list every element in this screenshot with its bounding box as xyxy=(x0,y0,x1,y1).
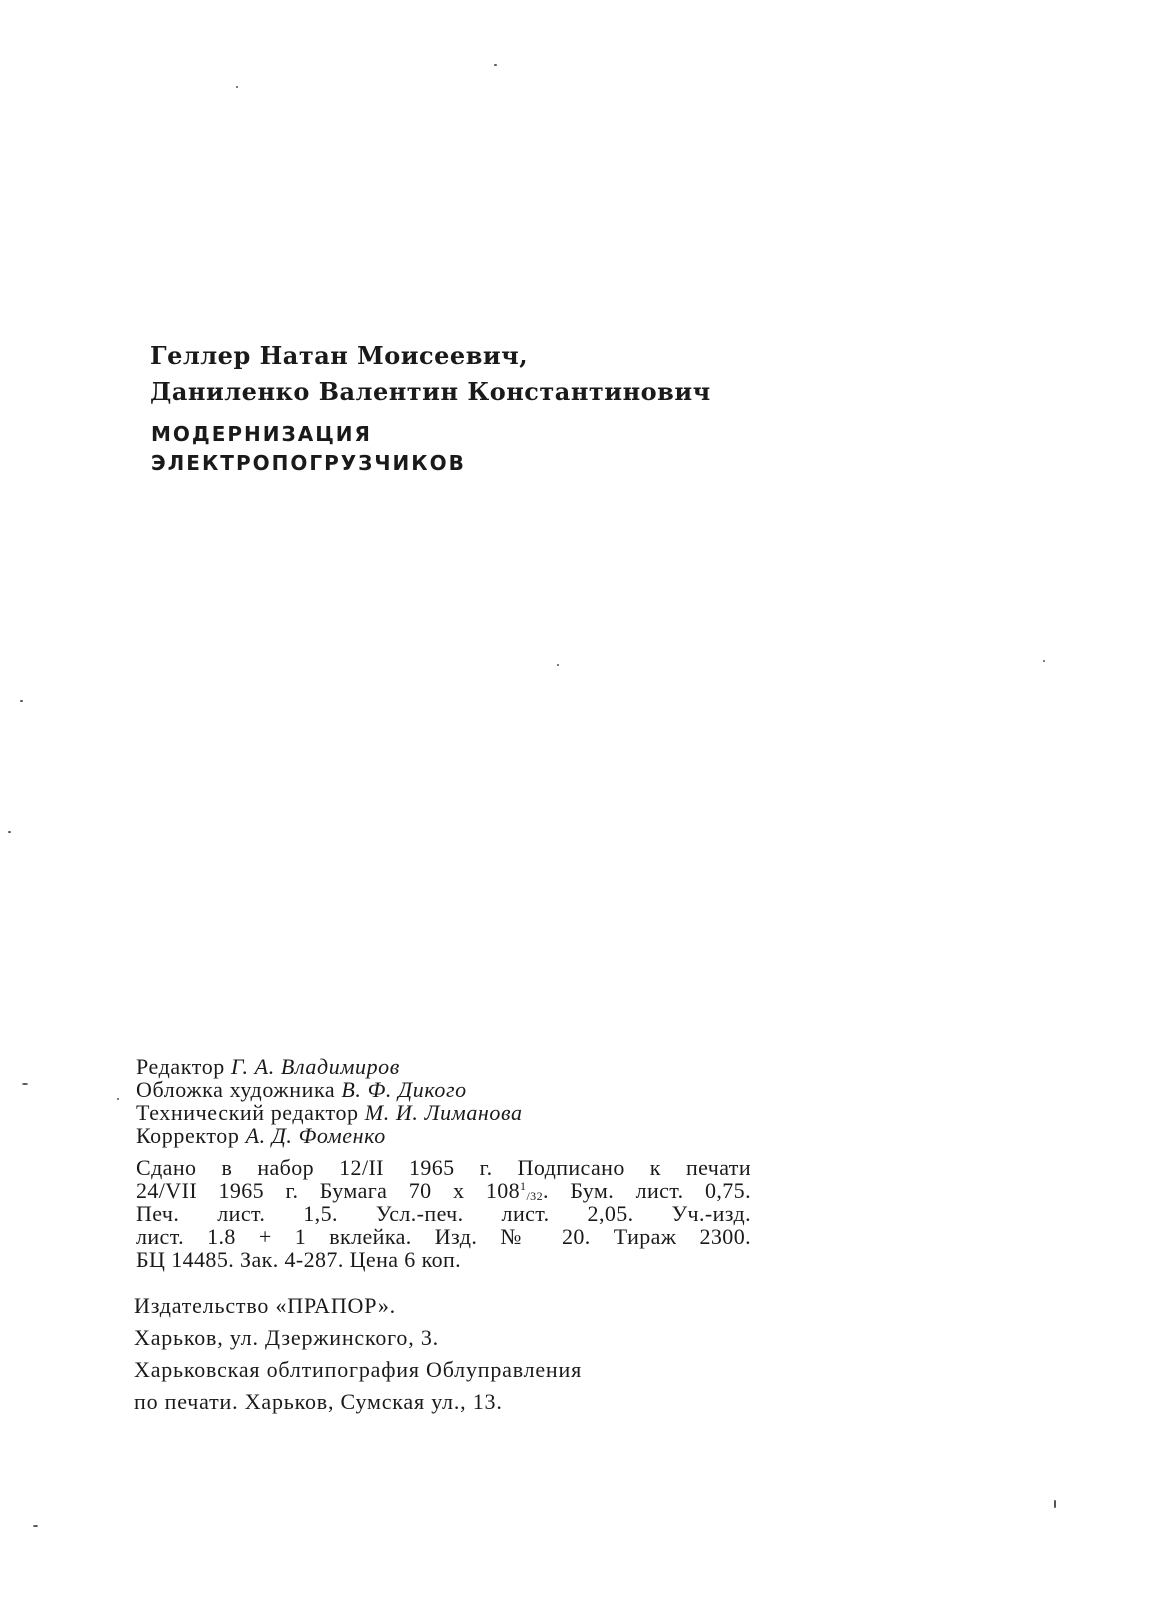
credit-name: В. Ф. Дикого xyxy=(341,1077,467,1102)
author-1: Геллер Натан Моисеевич, xyxy=(150,341,529,370)
scan-speck xyxy=(236,86,238,88)
title-line-1: МОДЕРНИЗАЦИЯ xyxy=(151,422,372,446)
imprint-line-5: БЦ 14485. Зак. 4-287. Цена 6 коп. xyxy=(136,1247,462,1272)
publisher-block xyxy=(134,1290,582,1418)
author-2: Даниленко Валентин Константинович xyxy=(150,377,711,406)
scan-speck xyxy=(117,1098,119,1100)
title-line-2: ЭЛЕКТРОПОГРУЗЧИКОВ xyxy=(151,451,466,475)
format-sup: 1 xyxy=(520,1179,527,1193)
imprint-line-1: Сдано в набор 12/II 1965 г. Подписано к печати xyxy=(136,1155,751,1180)
credit-proofreader xyxy=(136,1124,523,1147)
credit-role: Обложка художника xyxy=(136,1077,336,1102)
scan-speck xyxy=(20,700,23,702)
scan-speck xyxy=(557,664,559,666)
credit-editor xyxy=(136,1055,523,1078)
imprint-block xyxy=(136,1156,751,1271)
credit-role: Редактор xyxy=(136,1054,225,1079)
credit-cover-artist xyxy=(136,1078,523,1101)
credit-role: Технический редактор xyxy=(136,1100,359,1125)
publisher-address: Харьков, ул. Дзержинского, 3. xyxy=(134,1325,439,1350)
scan-speck xyxy=(22,1083,28,1085)
book-title xyxy=(151,420,466,478)
credit-name: М. И. Лиманова xyxy=(364,1100,523,1125)
format-sub: /32 xyxy=(526,1189,543,1203)
credit-name: Г. А. Владимиров xyxy=(231,1054,400,1079)
printer-address: по печати. Харьков, Сумская ул., 13. xyxy=(134,1389,503,1414)
publisher-name: Издательство «ПРАПОР». xyxy=(134,1293,396,1318)
printer-name: Харьковская облтипография Облуправления xyxy=(134,1357,582,1382)
scan-speck xyxy=(494,64,497,66)
scan-speck xyxy=(33,1525,38,1527)
credit-technical-editor xyxy=(136,1101,523,1124)
credit-role: Корректор xyxy=(136,1123,240,1148)
credit-name: А. Д. Фоменко xyxy=(245,1123,386,1148)
authors-block xyxy=(150,338,711,410)
imprint-line-4: лист. 1.8 + 1 вклейка. Изд. № 20. Тираж 2300. xyxy=(136,1224,751,1249)
scan-speck xyxy=(1043,660,1045,662)
imprint-line-2 xyxy=(136,1179,751,1202)
scan-speck xyxy=(1054,1500,1056,1508)
imprint-line-2-end: . Бум. лист. 0,75. xyxy=(542,1178,751,1203)
imprint-line-2-start: 24/VII 1965 г. Бумага 70 x 108 xyxy=(136,1178,521,1203)
imprint-line-3: Печ. лист. 1,5. Усл.-печ. лист. 2,05. Уч.-изд. xyxy=(136,1201,751,1226)
credits-block xyxy=(136,1055,523,1147)
scan-speck xyxy=(8,831,11,833)
